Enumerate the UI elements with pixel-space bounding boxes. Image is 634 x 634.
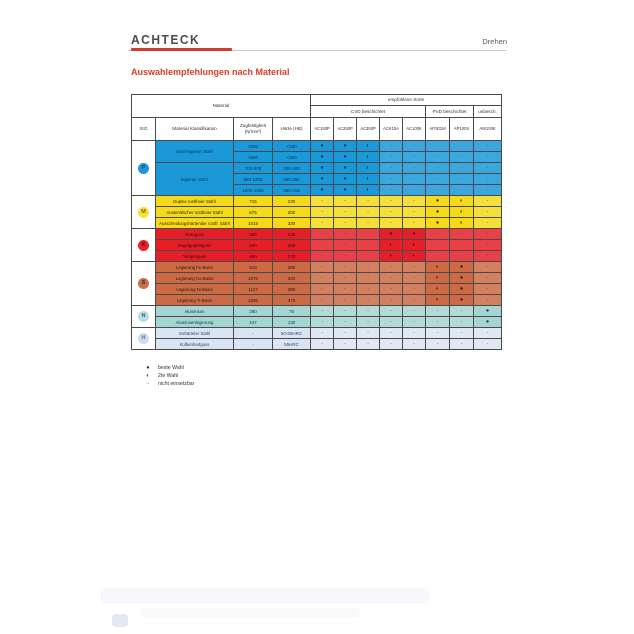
legend-label: beste Wahl bbox=[158, 365, 184, 371]
best-choice-icon: ● bbox=[146, 365, 150, 371]
legend-item bbox=[140, 380, 194, 388]
grade-column-header: AP301M bbox=[426, 118, 450, 141]
tensile-value-cell: - bbox=[234, 328, 273, 339]
tensile-value-cell: - bbox=[234, 339, 273, 350]
rating-cell: - bbox=[426, 317, 450, 328]
tensile-value-cell: <850 bbox=[234, 152, 273, 163]
rating-cell: ● bbox=[450, 295, 474, 306]
rating-cell: - bbox=[403, 328, 426, 339]
page-header bbox=[128, 33, 507, 49]
rating-cell: - bbox=[474, 141, 502, 152]
rating-cell: - bbox=[474, 163, 502, 174]
rating-cell: - bbox=[311, 229, 334, 240]
rating-cell: ● bbox=[474, 306, 502, 317]
tensile-value-cell: 450 bbox=[234, 251, 273, 262]
rating-cell: - bbox=[403, 163, 426, 174]
rating-cell: - bbox=[357, 339, 380, 350]
hardness-value-cell: 200 bbox=[273, 207, 311, 218]
rating-cell: - bbox=[380, 295, 403, 306]
grade-column-header: AC350P bbox=[357, 118, 380, 141]
tensile-value-cell: 1260 bbox=[234, 295, 273, 306]
table-row bbox=[132, 229, 502, 240]
tensile-value-cell: <500 bbox=[234, 141, 273, 152]
hardness-value-cell: 270 bbox=[273, 251, 311, 262]
rating-cell: - bbox=[380, 207, 403, 218]
hardness-value-cell: 50-60HRC bbox=[273, 328, 311, 339]
hardness-value-cell: 380 bbox=[273, 284, 311, 295]
rating-cell: - bbox=[334, 306, 357, 317]
tensile-value-cell: 447 bbox=[234, 317, 273, 328]
rating-cell: - bbox=[334, 295, 357, 306]
rating-cell: - bbox=[357, 317, 380, 328]
second-choice-icon: ◐ bbox=[146, 373, 150, 379]
rating-cell: ● bbox=[311, 174, 334, 185]
tensile-value-cell: 1070 bbox=[234, 273, 273, 284]
rating-cell: - bbox=[474, 218, 502, 229]
page-watermark bbox=[140, 608, 360, 618]
material-cell: Kugelgraphitguss bbox=[156, 240, 234, 251]
iso-group-cell bbox=[132, 229, 156, 262]
iso-column-header: ISO bbox=[132, 118, 156, 141]
rating-cell: - bbox=[380, 306, 403, 317]
material-cell: nicht legierter Stahl bbox=[156, 141, 234, 163]
rating-cell: ● bbox=[311, 141, 334, 152]
legend-item bbox=[140, 364, 194, 372]
table-row bbox=[132, 207, 502, 218]
rating-cell: - bbox=[403, 185, 426, 196]
material-cell: Austenitischer rostfreier Stahl bbox=[156, 207, 234, 218]
rating-cell: - bbox=[357, 218, 380, 229]
rating-cell: ● bbox=[474, 317, 502, 328]
rating-cell: - bbox=[357, 295, 380, 306]
hardness-value-cell: 230 bbox=[273, 196, 311, 207]
brand-logo: ACHTECK bbox=[131, 32, 201, 48]
rating-cell: - bbox=[474, 262, 502, 273]
rating-cell: ◐ bbox=[426, 273, 450, 284]
tensile-value-cell: 280 bbox=[234, 306, 273, 317]
rating-cell: ◐ bbox=[403, 251, 426, 262]
iso-letter-badge: K bbox=[138, 240, 149, 251]
rating-cell: - bbox=[450, 317, 474, 328]
brand-accent-rule bbox=[131, 48, 232, 51]
table-row bbox=[132, 218, 502, 229]
tensile-value-cell: 675 bbox=[234, 207, 273, 218]
rating-cell: ● bbox=[311, 152, 334, 163]
material-cell: Legierung Fe-Basis bbox=[156, 262, 234, 273]
iso-letter-badge: M bbox=[138, 207, 149, 218]
material-cell: Aluminiumlegierung bbox=[156, 317, 234, 328]
rating-cell: - bbox=[403, 152, 426, 163]
rating-cell: - bbox=[474, 229, 502, 240]
rating-cell: - bbox=[474, 207, 502, 218]
hardness-value-cell: 350-415 bbox=[273, 185, 311, 196]
rating-cell: - bbox=[474, 174, 502, 185]
rating-cell: - bbox=[357, 284, 380, 295]
material-header: Material bbox=[132, 95, 311, 118]
rating-cell: - bbox=[403, 218, 426, 229]
rating-cell: - bbox=[426, 251, 450, 262]
rating-cell: - bbox=[450, 185, 474, 196]
table-row bbox=[132, 328, 502, 339]
iso-letter-badge: N bbox=[138, 311, 149, 322]
rating-cell: - bbox=[474, 196, 502, 207]
rating-cell: - bbox=[426, 174, 450, 185]
iso-group-cell bbox=[132, 328, 156, 350]
rating-cell: - bbox=[334, 328, 357, 339]
iso-letter-badge: S bbox=[138, 278, 149, 289]
rating-cell: ◐ bbox=[357, 141, 380, 152]
rating-cell: - bbox=[334, 284, 357, 295]
rating-cell: - bbox=[403, 207, 426, 218]
hardness-value-cell: 250-350 bbox=[273, 174, 311, 185]
rating-cell: - bbox=[426, 163, 450, 174]
rating-cell: ● bbox=[426, 218, 450, 229]
rating-cell: ● bbox=[403, 229, 426, 240]
tensile-value-cell: 700-900 bbox=[234, 163, 273, 174]
rating-cell: - bbox=[357, 328, 380, 339]
rating-cell: - bbox=[474, 328, 502, 339]
rating-cell: ◐ bbox=[380, 251, 403, 262]
rating-cell: - bbox=[450, 141, 474, 152]
classification-column-header: Material Klassifikation bbox=[156, 118, 234, 141]
rating-cell: - bbox=[403, 141, 426, 152]
rating-cell: ● bbox=[311, 163, 334, 174]
rating-cell: ◐ bbox=[450, 218, 474, 229]
grade-column-header: AP100S bbox=[450, 118, 474, 141]
rating-cell: - bbox=[403, 306, 426, 317]
rating-cell: - bbox=[311, 196, 334, 207]
grade-column-header: AW100K bbox=[474, 118, 502, 141]
material-cell: Legierung Ti-Basis bbox=[156, 295, 234, 306]
rating-cell: - bbox=[357, 196, 380, 207]
rating-cell: ◐ bbox=[426, 295, 450, 306]
table-row bbox=[132, 240, 502, 251]
rating-cell: - bbox=[426, 141, 450, 152]
rating-cell: ● bbox=[426, 207, 450, 218]
rating-cell: - bbox=[426, 240, 450, 251]
empfohlene-sorte-header: empfohlene Sorte bbox=[311, 95, 502, 106]
rating-cell: - bbox=[403, 339, 426, 350]
rating-cell: - bbox=[311, 317, 334, 328]
rating-cell: - bbox=[450, 328, 474, 339]
table-row bbox=[132, 339, 502, 350]
rating-cell: ◐ bbox=[357, 174, 380, 185]
rating-cell: - bbox=[311, 251, 334, 262]
pvd-group-header: PVD beschichtet bbox=[426, 106, 474, 118]
table-row bbox=[132, 251, 502, 262]
recommendation-table-wrap bbox=[131, 94, 502, 350]
rating-cell: ◐ bbox=[403, 240, 426, 251]
faint-footer-badge bbox=[112, 614, 128, 627]
rating-cell: ◐ bbox=[357, 152, 380, 163]
rating-cell: - bbox=[380, 174, 403, 185]
table-row bbox=[132, 141, 502, 152]
tensile-value-cell: 1015 bbox=[234, 218, 273, 229]
table-row bbox=[132, 295, 502, 306]
page-title: Auswahlempfehlungen nach Material bbox=[131, 67, 290, 77]
rating-cell: - bbox=[403, 284, 426, 295]
rating-cell: - bbox=[357, 273, 380, 284]
rating-cell: - bbox=[426, 328, 450, 339]
rating-cell: ● bbox=[426, 196, 450, 207]
recommendation-table bbox=[131, 94, 502, 350]
rating-cell: - bbox=[474, 284, 502, 295]
rating-cell: - bbox=[357, 240, 380, 251]
rating-cell: - bbox=[403, 262, 426, 273]
rating-cell: - bbox=[380, 163, 403, 174]
rating-cell: ◐ bbox=[380, 240, 403, 251]
rating-cell: ◐ bbox=[426, 284, 450, 295]
rating-cell: ● bbox=[334, 152, 357, 163]
rating-cell: - bbox=[450, 306, 474, 317]
rating-cell: - bbox=[311, 328, 334, 339]
material-cell: legierter Stahl bbox=[156, 163, 234, 196]
material-cell: Gehärteter Stahl bbox=[156, 328, 234, 339]
hardness-value-cell: 75 bbox=[273, 306, 311, 317]
material-cell: Temperguss bbox=[156, 251, 234, 262]
rating-cell: - bbox=[380, 218, 403, 229]
material-cell: Legierung Ni-Basis bbox=[156, 284, 234, 295]
rating-cell: - bbox=[357, 306, 380, 317]
cvd-group-header: CVD beschichtet bbox=[311, 106, 426, 118]
rating-cell: ● bbox=[450, 273, 474, 284]
legend-label: nicht einsetzbar bbox=[158, 381, 195, 387]
rating-cell: - bbox=[311, 218, 334, 229]
rating-cell: ● bbox=[334, 141, 357, 152]
page-watermark bbox=[100, 588, 430, 604]
tensile-value-cell: 715 bbox=[234, 196, 273, 207]
rating-cell: - bbox=[334, 240, 357, 251]
table-body bbox=[132, 141, 502, 350]
rating-cell: - bbox=[380, 317, 403, 328]
rating-cell: - bbox=[334, 229, 357, 240]
hardness-column-header: Härte (HB) bbox=[273, 118, 311, 141]
rating-cell: - bbox=[450, 152, 474, 163]
table-header-row-1 bbox=[132, 95, 502, 106]
rating-cell: - bbox=[380, 185, 403, 196]
rating-cell: - bbox=[450, 251, 474, 262]
tensile-value-cell: 850-1200 bbox=[234, 174, 273, 185]
rating-cell: - bbox=[311, 240, 334, 251]
rating-cell: - bbox=[380, 152, 403, 163]
hardness-value-cell: 320 bbox=[273, 273, 311, 284]
rating-cell: - bbox=[450, 229, 474, 240]
rating-cell: - bbox=[380, 328, 403, 339]
rating-cell: - bbox=[357, 251, 380, 262]
not-usable-icon: - bbox=[147, 381, 149, 387]
tensile-column-header: Zugfestigkeit (N/mm²) bbox=[234, 118, 273, 141]
rating-cell: ● bbox=[334, 163, 357, 174]
rating-cell: - bbox=[334, 218, 357, 229]
rating-cell: ◐ bbox=[450, 207, 474, 218]
rating-cell: - bbox=[403, 273, 426, 284]
rating-cell: - bbox=[380, 339, 403, 350]
grade-column-header: ACK15A bbox=[380, 118, 403, 141]
table-row bbox=[132, 273, 502, 284]
rating-cell: - bbox=[403, 196, 426, 207]
tensile-value-cell: 250 bbox=[234, 229, 273, 240]
rating-cell: - bbox=[334, 196, 357, 207]
hardness-value-cell: <250 bbox=[273, 152, 311, 163]
grade-column-header: AC150P bbox=[311, 118, 334, 141]
rating-cell: - bbox=[426, 229, 450, 240]
rating-cell: - bbox=[450, 339, 474, 350]
rating-cell: - bbox=[380, 141, 403, 152]
chapter-label: Drehen bbox=[482, 37, 507, 46]
hardness-value-cell: 280 bbox=[273, 262, 311, 273]
rating-cell: ● bbox=[334, 185, 357, 196]
rating-cell: - bbox=[474, 152, 502, 163]
rating-cell: - bbox=[450, 163, 474, 174]
iso-letter-badge: P bbox=[138, 163, 149, 174]
rating-cell: - bbox=[334, 207, 357, 218]
rating-cell: ◐ bbox=[357, 185, 380, 196]
grade-column-header: AC100K bbox=[403, 118, 426, 141]
tensile-value-cell: 1127 bbox=[234, 284, 273, 295]
material-cell: Duplex rostfreier Stahl bbox=[156, 196, 234, 207]
hardness-value-cell: 370 bbox=[273, 295, 311, 306]
material-cell: Aluminium bbox=[156, 306, 234, 317]
hardness-value-cell: 200-300 bbox=[273, 163, 311, 174]
rating-cell: - bbox=[474, 185, 502, 196]
material-cell: Ausscheidungshärtender rostfr. Stahl bbox=[156, 218, 234, 229]
rating-cell: - bbox=[380, 196, 403, 207]
rating-cell: - bbox=[334, 262, 357, 273]
rating-cell: - bbox=[357, 262, 380, 273]
rating-cell: ◐ bbox=[426, 262, 450, 273]
table-row bbox=[132, 163, 502, 174]
grade-column-header: AC250P bbox=[334, 118, 357, 141]
rating-cell: ● bbox=[450, 262, 474, 273]
rating-cell: - bbox=[311, 306, 334, 317]
iso-group-cell bbox=[132, 196, 156, 229]
hardness-value-cell: <180 bbox=[273, 141, 311, 152]
rating-cell: - bbox=[334, 339, 357, 350]
rating-cell: - bbox=[426, 152, 450, 163]
table-header-row-3 bbox=[132, 118, 502, 141]
rating-cell: - bbox=[474, 240, 502, 251]
rating-cell: - bbox=[380, 273, 403, 284]
rating-cell: - bbox=[311, 262, 334, 273]
rating-cell: - bbox=[426, 306, 450, 317]
material-cell: Legierung Co-Basis bbox=[156, 273, 234, 284]
rating-cell: - bbox=[311, 295, 334, 306]
rating-cell: ◐ bbox=[450, 196, 474, 207]
rating-cell: ● bbox=[311, 185, 334, 196]
rating-cell: ● bbox=[450, 284, 474, 295]
iso-group-cell bbox=[132, 306, 156, 328]
rating-cell: ◐ bbox=[357, 163, 380, 174]
material-cell: Grauguss bbox=[156, 229, 234, 240]
rating-cell: - bbox=[311, 284, 334, 295]
iso-group-cell bbox=[132, 262, 156, 306]
rating-legend bbox=[140, 364, 194, 388]
rating-cell: - bbox=[403, 174, 426, 185]
table-row bbox=[132, 317, 502, 328]
rating-cell: - bbox=[426, 339, 450, 350]
rating-cell: - bbox=[334, 251, 357, 262]
uncoated-group-header: unbesch. bbox=[474, 106, 502, 118]
hardness-value-cell: 245 bbox=[273, 229, 311, 240]
tensile-value-cell: 943 bbox=[234, 262, 273, 273]
legend-label: 2te Wahl bbox=[158, 373, 179, 379]
hardness-value-cell: 330 bbox=[273, 218, 311, 229]
tensile-value-cell: 500 bbox=[234, 240, 273, 251]
iso-letter-badge: H bbox=[138, 333, 149, 344]
rating-cell: - bbox=[380, 262, 403, 273]
rating-cell: - bbox=[334, 273, 357, 284]
rating-cell: - bbox=[474, 251, 502, 262]
table-row bbox=[132, 284, 502, 295]
rating-cell: ● bbox=[380, 229, 403, 240]
tensile-value-cell: 1200-1400 bbox=[234, 185, 273, 196]
rating-cell: - bbox=[426, 185, 450, 196]
table-row bbox=[132, 196, 502, 207]
legend-item bbox=[140, 372, 194, 380]
rating-cell: - bbox=[311, 273, 334, 284]
rating-cell: - bbox=[450, 240, 474, 251]
rating-cell: - bbox=[357, 207, 380, 218]
rating-cell: - bbox=[474, 339, 502, 350]
rating-cell: - bbox=[357, 229, 380, 240]
hardness-value-cell: 55HRC bbox=[273, 339, 311, 350]
rating-cell: - bbox=[450, 174, 474, 185]
iso-group-cell bbox=[132, 141, 156, 196]
rating-cell: - bbox=[311, 339, 334, 350]
material-cell: Kolbenhartguss bbox=[156, 339, 234, 350]
rating-cell: - bbox=[403, 295, 426, 306]
table-row bbox=[132, 262, 502, 273]
rating-cell: - bbox=[474, 273, 502, 284]
hardness-value-cell: 260 bbox=[273, 240, 311, 251]
rating-cell: ● bbox=[334, 174, 357, 185]
rating-cell: - bbox=[311, 207, 334, 218]
table-row bbox=[132, 306, 502, 317]
rating-cell: - bbox=[380, 284, 403, 295]
rating-cell: - bbox=[334, 317, 357, 328]
hardness-value-cell: 130 bbox=[273, 317, 311, 328]
rating-cell: - bbox=[403, 317, 426, 328]
rating-cell: - bbox=[474, 295, 502, 306]
